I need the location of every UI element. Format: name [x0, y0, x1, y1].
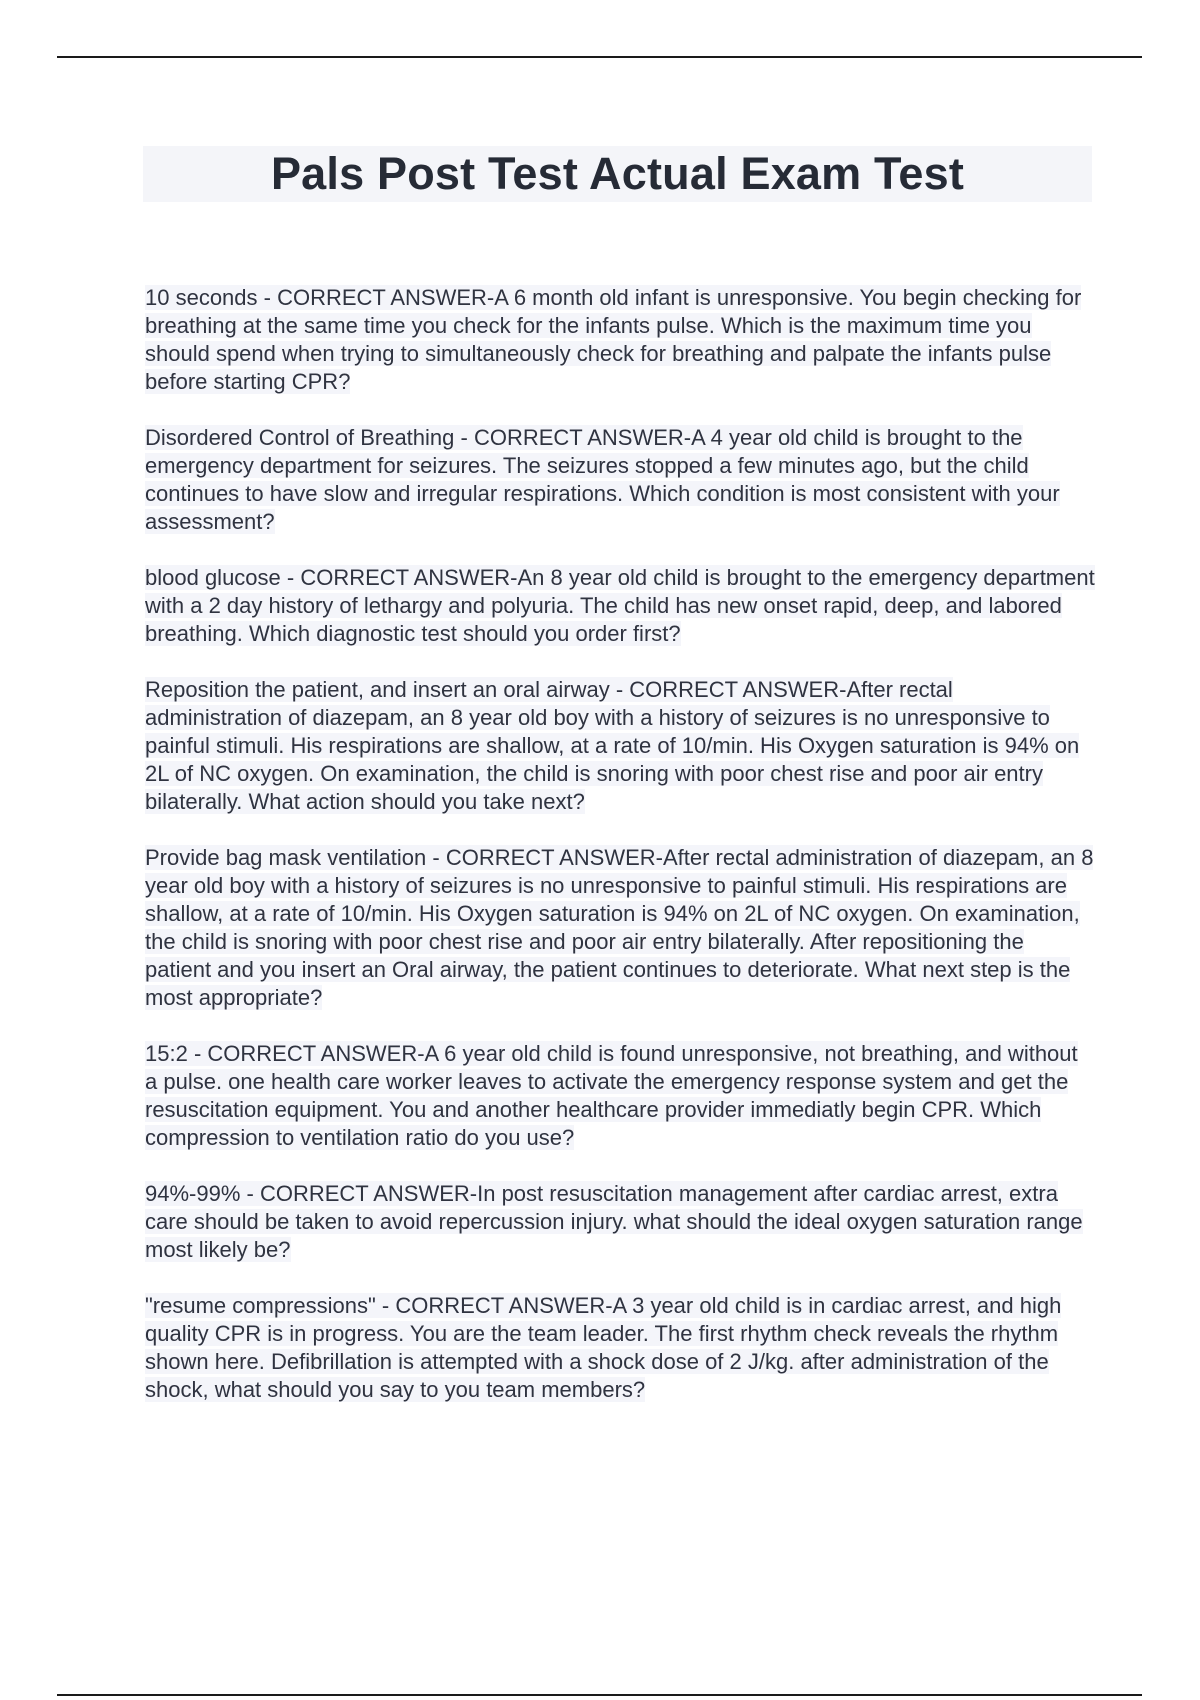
qa-separator: - CORRECT ANSWER- [426, 845, 663, 870]
qa-question: A 3 year old child is in cardiac arrest, and high quality CPR is in progress. You are the team leader. The first rhythm check reveals the rhythm shown here. Defibrillation is attempted with a shock dose of 2 J/kg. after administration of the shock, what should you say to you team members? [145, 1293, 1062, 1402]
qa-separator: - CORRECT ANSWER- [375, 1293, 613, 1318]
qa-item [145, 424, 1095, 536]
qa-item [145, 676, 1095, 816]
qa-answer: Provide bag mask ventilation [145, 845, 427, 870]
qa-list [145, 284, 1095, 1432]
qa-separator: - CORRECT ANSWER- [257, 285, 495, 310]
qa-answer: blood glucose [145, 565, 281, 590]
qa-question: After rectal administration of diazepam, an 8 year old boy with a history of seizures is no unresponsive to painful stimuli. His respirations are shallow, at a rate of 10/min. His Oxygen saturation is 94% on 2L of NC oxygen. On examination, the child is snoring with poor chest rise and poor air entry bilaterally. After repositioning the patient and you insert an Oral airway, the patient continues to deteriorate. What next step is the most appropriate? [145, 845, 1094, 1010]
qa-question: A 6 month old infant is unresponsive. You begin checking for breathing at the same time you check for the infants pulse. Which is the maximum time you should spend when trying to simultaneously check for breathing and palpate the infants pulse before starting CPR? [145, 285, 1082, 394]
qa-answer: 94%-99% [145, 1181, 241, 1206]
qa-question: A 4 year old child is brought to the emergency department for seizures. The seizures stopped a few minutes ago, but the child continues to have slow and irregular respirations. Which condition is most consistent with your assessment? [145, 425, 1060, 534]
qa-item [145, 1040, 1095, 1152]
qa-item [145, 1180, 1095, 1264]
qa-item [145, 1292, 1095, 1404]
page-title: Pals Post Test Actual Exam Test [270, 148, 965, 199]
top-divider [57, 56, 1142, 58]
qa-answer: Reposition the patient, and insert an oral airway [145, 677, 610, 702]
qa-separator: - CORRECT ANSWER- [240, 1181, 478, 1206]
title-band [143, 146, 1092, 202]
bottom-divider [57, 1694, 1142, 1696]
qa-separator: - CORRECT ANSWER- [609, 677, 847, 702]
qa-separator: - CORRECT ANSWER- [187, 1041, 425, 1066]
qa-item [145, 844, 1095, 1012]
qa-item [145, 284, 1095, 396]
qa-question: An 8 year old child is brought to the emergency department with a 2 day history of lethargy and polyuria. The child has new onset rapid, deep, and labored breathing. Which diagnostic test should you order first? [145, 565, 1095, 646]
qa-question: After rectal administration of diazepam, an 8 year old boy with a history of seizures is no unresponsive to painful stimuli. His respirations are shallow, at a rate of 10/min. His Oxygen saturation is 94% on 2L of NC oxygen. On examination, the child is snoring with poor chest rise and poor air entry bilaterally. What action should you take next? [145, 677, 1080, 814]
qa-answer: "resume compressions" [145, 1293, 376, 1318]
qa-answer: 15:2 [145, 1041, 188, 1066]
qa-separator: - CORRECT ANSWER- [280, 565, 518, 590]
qa-separator: - CORRECT ANSWER- [454, 425, 692, 450]
qa-answer: 10 seconds [145, 285, 258, 310]
qa-question: In post resuscitation management after cardiac arrest, extra care should be taken to avoid repercussion injury. what should the ideal oxygen saturation range most likely be? [145, 1181, 1083, 1262]
qa-question: A 6 year old child is found unresponsive, not breathing, and without a pulse. one health care worker leaves to activate the emergency response system and get the resuscitation equipment. You and another healthcare provider immediatly begin CPR. Which compression to ventilation ratio do you use? [145, 1041, 1078, 1150]
qa-answer: Disordered Control of Breathing [145, 425, 455, 450]
qa-item [145, 564, 1095, 648]
